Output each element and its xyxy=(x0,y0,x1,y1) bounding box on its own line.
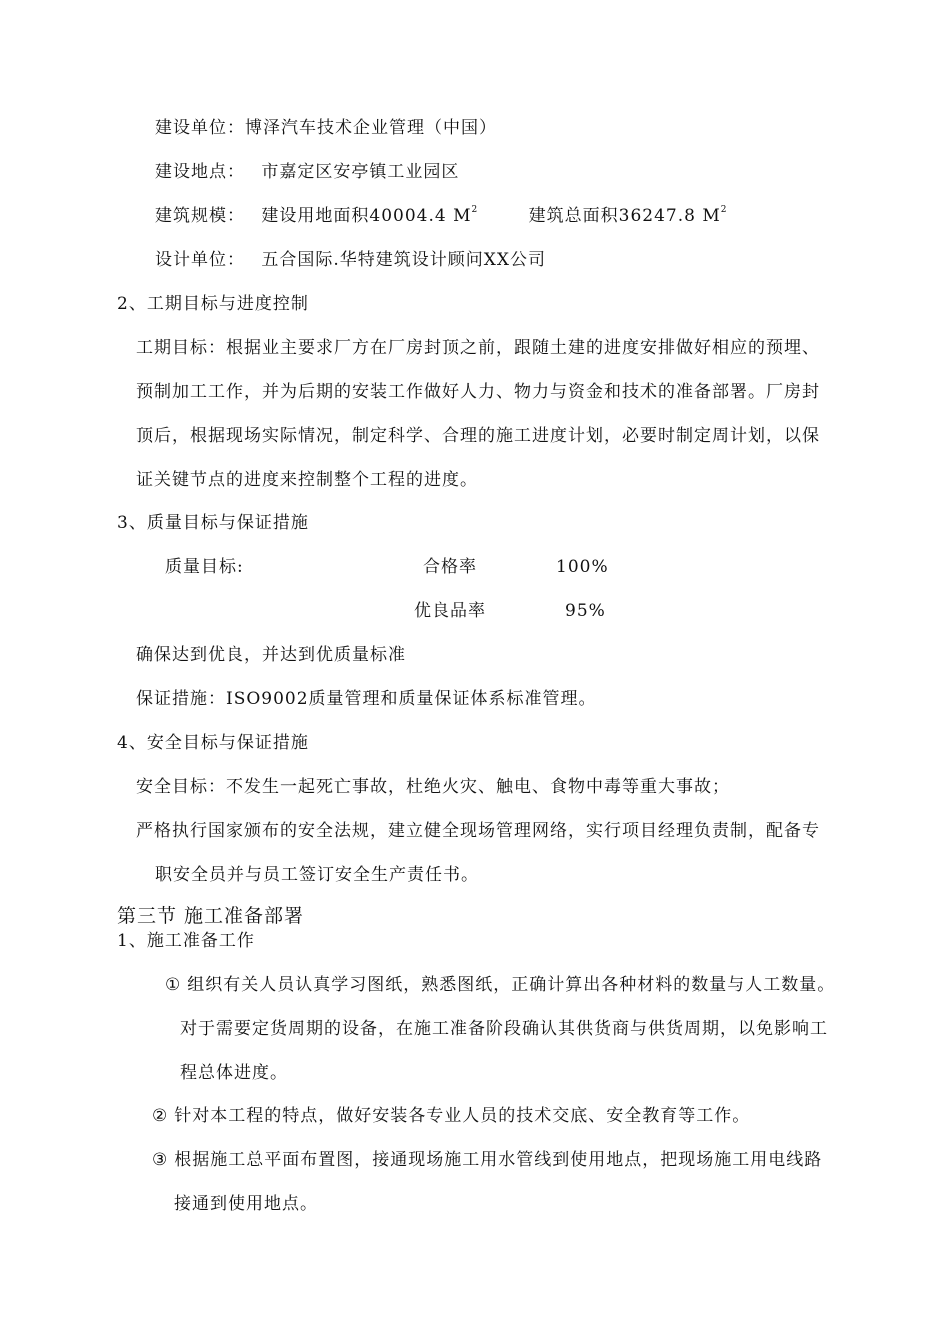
pass-rate-label: 合格率 xyxy=(423,557,477,577)
quality-ensure: 确保达到优良，并达到优质量标准 xyxy=(136,645,406,665)
schedule-line-2: 预制加工工作，并为后期的安装工作做好人力、物力与资金和技术的准备部署。厂房封 xyxy=(136,382,820,402)
project-site-label: 建设地点： xyxy=(155,162,245,182)
safety-heading: 4、安全目标与保证措施 xyxy=(117,733,309,753)
total-area-text: 建筑总面积36247.8 $M^2$ xyxy=(528,205,728,226)
project-unit-label: 建设单位： xyxy=(155,118,245,138)
schedule-line-4: 证关键节点的进度来控制整个工程的进度。 xyxy=(136,470,478,490)
quality-target-label: 质量目标: xyxy=(165,557,244,577)
quality-heading: 3、质量目标与保证措施 xyxy=(117,513,309,533)
project-scale-label: 建筑规模： xyxy=(155,206,245,226)
project-design-value: 五合国际.华特建筑设计顾问XX公司 xyxy=(261,250,547,270)
project-site-value: 市嘉定区安亭镇工业园区 xyxy=(261,162,460,182)
safety-line-2: 职安全员并与员工签订安全生产责任书。 xyxy=(155,865,479,885)
excellent-rate-label: 优良品率 xyxy=(414,601,486,621)
schedule-line-3: 顶后，根据现场实际情况，制定科学、合理的施工进度计划，必要时制定周计划，以保 xyxy=(136,426,820,446)
prep-item-2: ② 针对本工程的特点，做好安装各专业人员的技术交底、安全教育等工作。 xyxy=(152,1106,751,1126)
item-2-marker: ② xyxy=(152,1106,169,1126)
safety-target: 安全目标：不发生一起死亡事故，杜绝火灾、触电、食物中毒等重大事故； xyxy=(136,777,730,797)
section-subheading: 1、施工准备工作 xyxy=(117,931,255,951)
project-design-label: 设计单位： xyxy=(155,250,245,270)
prep-item-3-line-1: ③ 根据施工总平面布置图，接通现场施工用水管线到使用地点，把现场施工用电线路 xyxy=(152,1150,823,1170)
project-unit-value: 博泽汽车技术企业管理（中国） xyxy=(245,118,497,138)
quality-measures: 保证措施：ISO9002质量管理和质量保证体系标准管理。 xyxy=(136,689,597,709)
excellent-rate-value: 95% xyxy=(565,601,606,621)
prep-item-1-line-3: 程总体进度。 xyxy=(180,1063,288,1083)
schedule-line-1: 工期目标：根据业主要求厂方在厂房封顶之前，跟随土建的进度安排做好相应的预埋、 xyxy=(136,338,820,358)
project-scale-line xyxy=(155,205,728,227)
safety-line-1: 严格执行国家颁布的安全法规，建立健全现场管理网络，实行项目经理负责制，配备专 xyxy=(136,821,820,841)
project-unit-line xyxy=(155,117,497,139)
schedule-heading: 2、工期目标与进度控制 xyxy=(117,294,309,314)
prep-item-1-line-1: ① 组织有关人员认真学习图纸，熟悉图纸，正确计算出各种材料的数量与人工数量。 xyxy=(165,975,836,995)
project-design-line xyxy=(155,249,546,271)
item-3-marker: ③ xyxy=(152,1150,169,1170)
pass-rate-value: 100% xyxy=(556,557,609,577)
section-title: 第三节 施工准备部署 xyxy=(117,905,305,927)
prep-item-3-line-2: 接通到使用地点。 xyxy=(174,1194,318,1214)
land-area-text: 建设用地面积40004.4 $M^2$ xyxy=(261,205,479,226)
prep-item-1-line-2: 对于需要定货周期的设备，在施工准备阶段确认其供货商与供货周期，以免影响工 xyxy=(180,1019,828,1039)
item-1-marker: ① xyxy=(165,975,182,995)
project-site-line xyxy=(155,161,459,183)
